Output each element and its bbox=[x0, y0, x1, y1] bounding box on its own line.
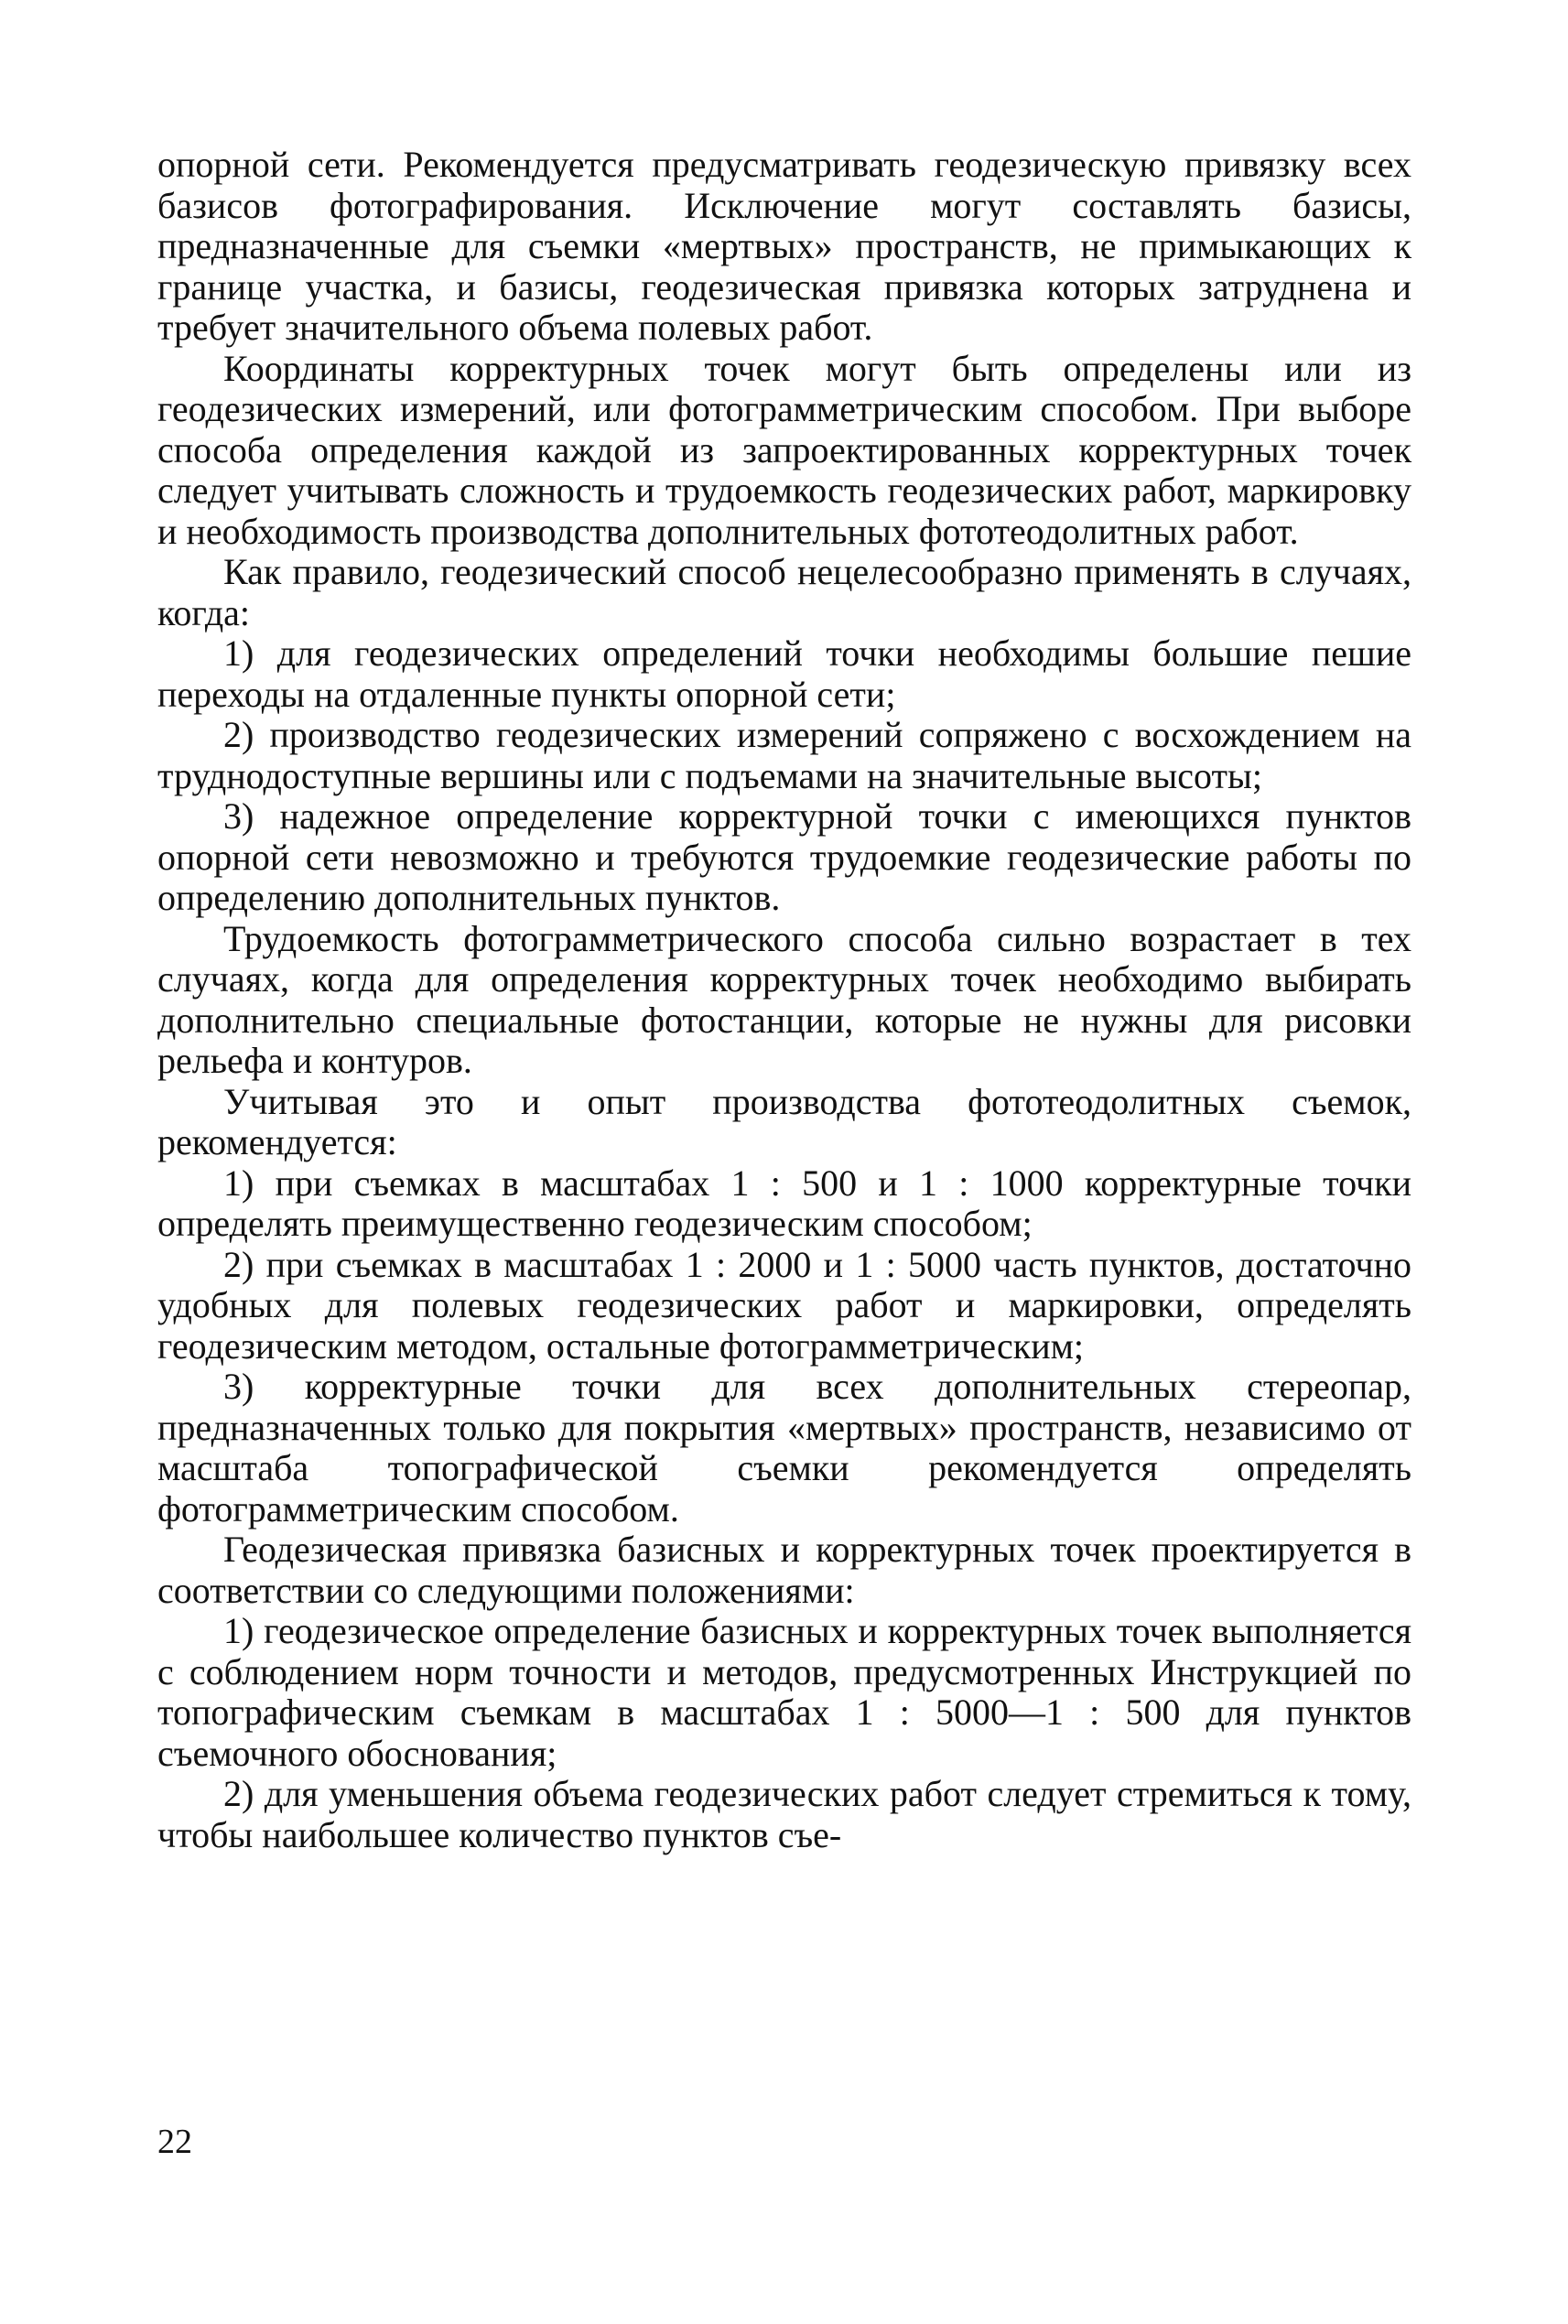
list-item: 3) корректурные точки для всех дополнительных стереопар, предназначенных только для покрытия «мертвых» пространств, независимо от масштаба топографической съемки рекомендуется определять фотограмметрическим способом. bbox=[157, 1366, 1411, 1530]
paragraph: Геодезическая привязка базисных и корректурных точек проектируется в соответствии со следующими положениями: bbox=[157, 1529, 1411, 1611]
list-item: 2) для уменьшения объема геодезических работ следует стремиться к тому, чтобы наибольшее количество пунктов съе- bbox=[157, 1773, 1411, 1855]
page-number: 22 bbox=[157, 2123, 192, 2161]
paragraph: Учитывая это и опыт производства фототеодолитных съемок, рекомендуется: bbox=[157, 1080, 1411, 1162]
list-item: 3) надежное определение корректурной точки с имеющихся пунктов опорной сети невозможно и требуются трудоемкие геодезические работы по определению дополнительных пунктов. bbox=[157, 795, 1411, 918]
paragraph: Координаты корректурных точек могут быть определены или из геодезических измерений, или фотограмметрическим способом. При выборе способа определения каждой из запроектированных корректурных точек следует учитывать сложность и трудоемкость геодезических работ, маркировку и необходимость производства дополнительных фототеодолитных работ. bbox=[157, 347, 1411, 552]
list-item: 1) для геодезических определений точки необходимы большие пешие переходы на отдаленные пункты опорной сети; bbox=[157, 632, 1411, 715]
list-item: 2) производство геодезических измерений сопряжено с восхождением на труднодоступные вершины или с подъемами на значительные высоты; bbox=[157, 714, 1411, 796]
paragraph: опорной сети. Рекомендуется предусматривать геодезическую привязку всех базисов фотографирования. Исключение могут составлять базисы, предназначенные для съемки «мертвых» пространств, не примыкающих к границе участка, и базисы, геодезическая привязка которых затруднена и требует значительного объема полевых работ. bbox=[157, 144, 1411, 348]
paragraph: Трудоемкость фотограмметрического способа сильно возрастает в тех случаях, когда для определения корректурных точек необходимо выбирать дополнительно специальные фотостанции, которые не нужны для рисовки рельефа и контуров. bbox=[157, 917, 1411, 1081]
list-item: 2) при съемках в масштабах 1 : 2000 и 1 : 5000 часть пунктов, достаточно удобных для полевых геодезических работ и маркировки, определять геодезическим методом, остальные фотограмметрическим; bbox=[157, 1243, 1411, 1367]
paragraph: Как правило, геодезический способ нецелесообразно применять в случаях, когда: bbox=[157, 551, 1411, 633]
list-item: 1) при съемках в масштабах 1 : 500 и 1 : 1000 корректурные точки определять преимущественно геодезическим способом; bbox=[157, 1162, 1411, 1244]
body-text bbox=[157, 145, 1411, 1855]
list-item: 1) геодезическое определение базисных и корректурных точек выполняется с соблюдением норм точности и методов, предусмотренных Инструкцией по топографическим съемкам в масштабах 1 : 5000—1 : 500 для пунктов съемочного обоснования; bbox=[157, 1610, 1411, 1774]
